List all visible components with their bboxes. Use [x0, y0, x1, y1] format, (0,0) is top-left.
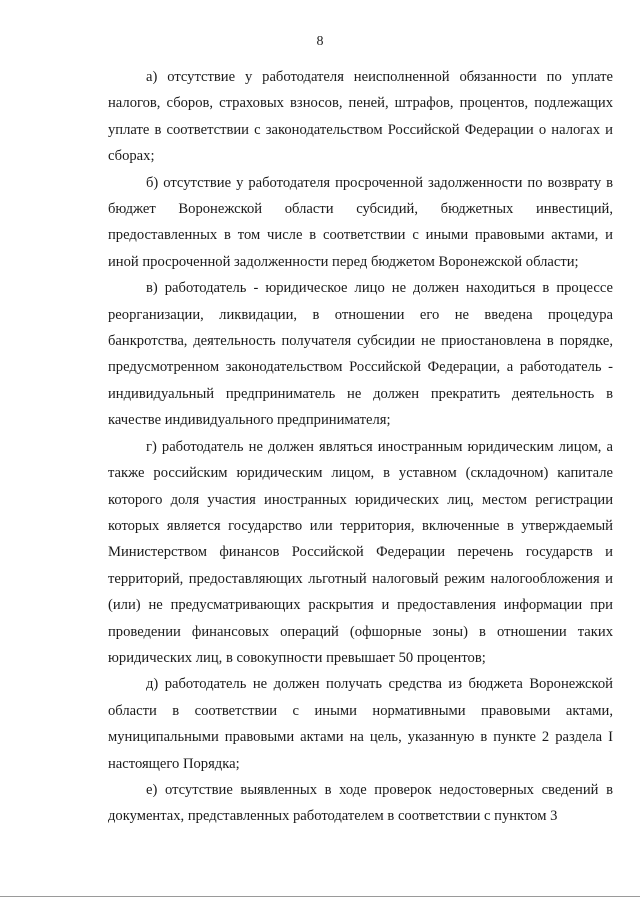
document-body: [108, 64, 613, 830]
paragraph-v: в) работодатель - юридическое лицо не должен находиться в процессе реорганизации, ликвидации, в отношении его не введена процедура банкротства, деятельность получателя субсидии не приостановлена в порядке, предусмотренном законодательством Российской Федерации, а работодатель - индивидуальный предприниматель не должен прекратить деятельность в качестве индивидуального предпринимателя;: [108, 280, 613, 429]
paragraph-a: а) отсутствие у работодателя неисполненной обязанности по уплате налогов, сборов, страховых взносов, пеней, штрафов, процентов, подлежащих уплате в соответствии с законодательством Российской Федерации о налогах и сборах;: [108, 69, 613, 165]
paragraph-b: б) отсутствие у работодателя просроченной задолженности по возврату в бюджет Воронежской области субсидий, бюджетных инвестиций, предоставленных в том числе в соответствии с иными правовыми актами, и иной просроченной задолженности перед бюджетом Воронежской области;: [108, 174, 613, 270]
page-number: 8: [316, 34, 324, 49]
page-bottom-rule: [0, 896, 640, 897]
paragraph-e: е) отсутствие выявленных в ходе проверок недостоверных сведений в документах, представленных работодателем в соответствии с пунктом 3: [108, 781, 613, 825]
paragraph-d: д) работодатель не должен получать средства из бюджета Воронежской области в соответствии с иными нормативными правовыми актами, муниципальными правовыми актами на цель, указанную в пункте 2 раздела I настоящего Порядка;: [108, 676, 613, 772]
paragraph-g: г) работодатель не должен являться иностранным юридическим лицом, а также российским юридическим лицом, в уставном (складочном) капитале которого доля участия иностранных юридических лиц, местом регистрации которых является государство или территория, включенные в утверждаемый Министерством финансов Российской Федерации перечень государств и территорий, предоставляющих льготный налоговый режим налогообложения и (или) не предусматривающих раскрытия и предоставления информации при проведении финансовых операций (офшорные зоны) в отношении таких юридических лиц, в совокупности превышает 50 процентов;: [108, 438, 613, 666]
